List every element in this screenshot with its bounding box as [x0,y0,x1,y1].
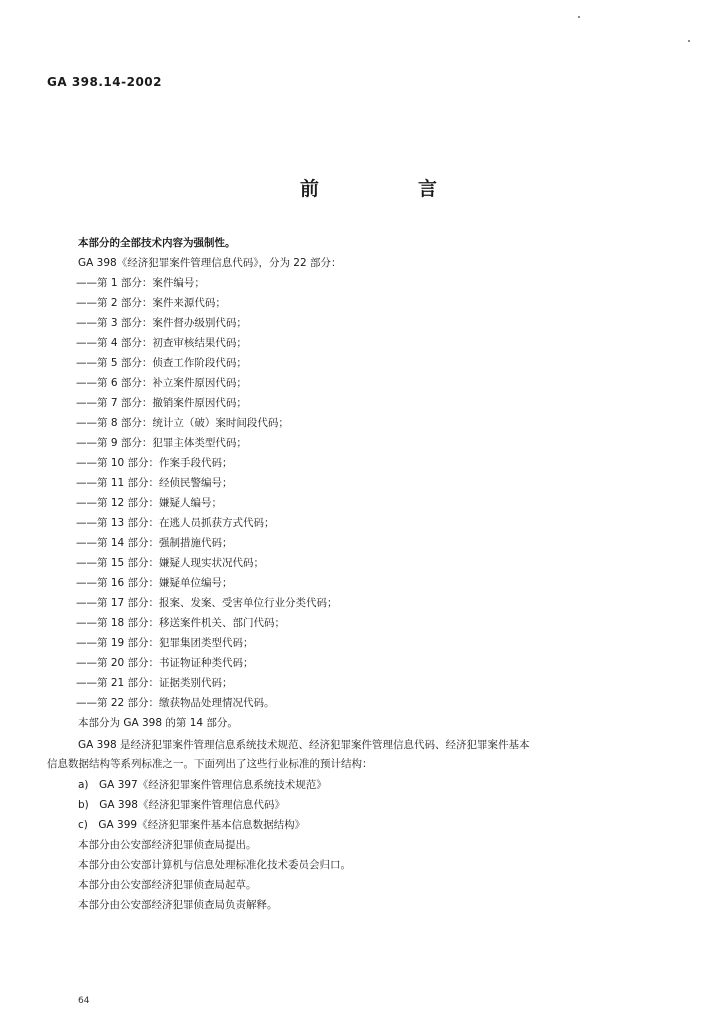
scan-speck [578,16,580,18]
list-item: ——第 17 部分：报案、发案、受害单位行业分类代码； [76,597,338,609]
list-item: ——第 4 部分：初查审核结果代码； [76,337,247,349]
closing-statement: 本部分由公安部经济犯罪侦查局提出。 [78,839,257,851]
series-description-line: GA 398 是经济犯罪案件管理信息系统技术规范、经济犯罪案件管理信息代码、经济犯罪案件基本 [78,739,530,751]
list-item: ——第 16 部分：嫌疑单位编号； [76,577,233,589]
list-item: ——第 10 部分：作案手段代码； [76,457,233,469]
list-item: ——第 8 部分：统计立（破）案时间段代码； [76,417,289,429]
mandatory-statement: 本部分的全部技术内容为强制性。 [78,237,236,249]
closing-statement: 本部分由公安部经济犯罪侦查局负责解释。 [78,899,278,911]
list-item: ——第 12 部分：嫌疑人编号； [76,497,223,509]
list-item: ——第 20 部分：书证物证种类代码； [76,657,254,669]
series-description-line: 信息数据结构等系列标准之一。下面列出了这些行业标准的预计结构： [47,758,373,770]
closing-statement: 本部分由公安部经济犯罪侦查局起草。 [78,879,257,891]
page-title: 前 言 [300,178,478,200]
list-item: ——第 19 部分：犯罪集团类型代码； [76,637,254,649]
list-item: ——第 2 部分：案件来源代码； [76,297,226,309]
list-item: ——第 9 部分：犯罪主体类型代码； [76,437,247,449]
list-item: ——第 14 部分：强制措施代码； [76,537,233,549]
list-item: ——第 22 部分：缴获物品处理情况代码。 [76,697,275,709]
list-item: ——第 7 部分：撤销案件原因代码； [76,397,247,409]
this-part-statement: 本部分为 GA 398 的第 14 部分。 [78,717,238,729]
list-item: ——第 13 部分：在逃人员抓获方式代码； [76,517,275,529]
closing-statement: 本部分由公安部计算机与信息处理标准化技术委员会归口。 [78,859,351,871]
list-item: ——第 6 部分：补立案件原因代码； [76,377,247,389]
scan-speck [688,40,690,42]
list-item: ——第 18 部分：移送案件机关、部门代码； [76,617,286,629]
series-statement: GA 398《经济犯罪案件管理信息代码》，分为 22 部分： [78,257,342,269]
list-item: ——第 5 部分：侦查工作阶段代码； [76,357,247,369]
list-item: ——第 15 部分：嫌疑人现实状况代码； [76,557,265,569]
list-item: ——第 21 部分：证据类别代码； [76,677,233,689]
standard-code-header: GA 398.14-2002 [47,75,162,89]
list-item: c) GA 399《经济犯罪案件基本信息数据结构》 [78,819,306,831]
list-item: ——第 11 部分：经侦民警编号； [76,477,233,489]
list-item: ——第 1 部分：案件编号； [76,277,205,289]
page-number: 64 [78,996,90,1006]
list-item: a) GA 397《经济犯罪案件管理信息系统技术规范》 [78,779,327,791]
list-item: ——第 3 部分：案件督办级别代码； [76,317,247,329]
list-item: b) GA 398《经济犯罪案件管理信息代码》 [78,799,285,811]
